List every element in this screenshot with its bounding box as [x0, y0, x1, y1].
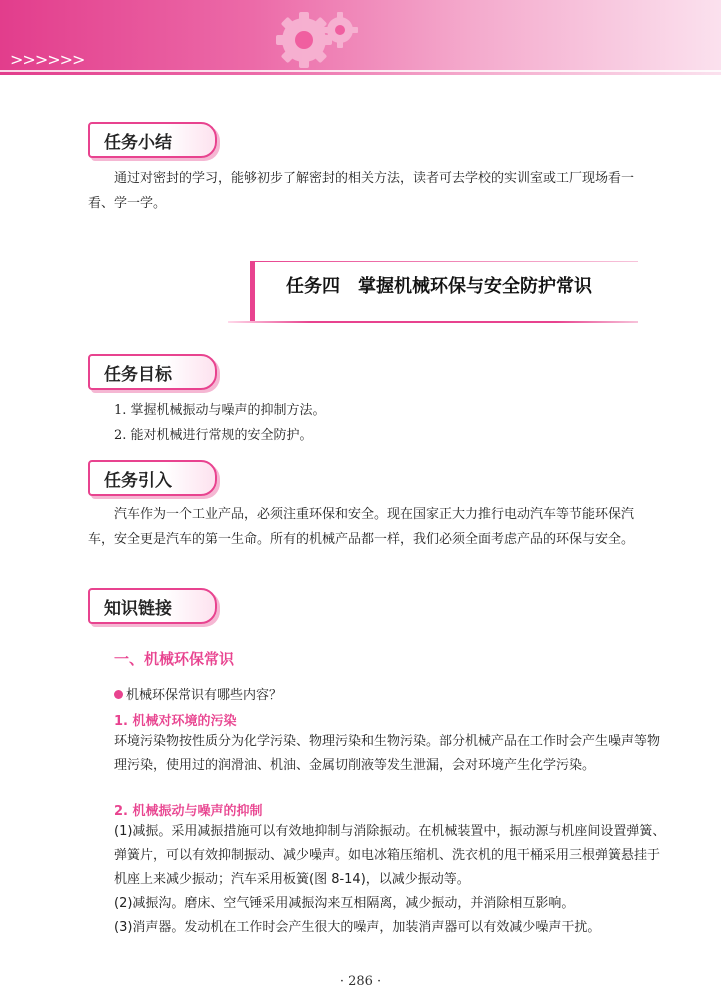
objective-item: 1. 掌握机械振动与噪声的抑制方法。: [114, 403, 326, 418]
task-title-box: [228, 255, 638, 325]
intro-badge: [88, 460, 217, 496]
knowledge-badge-label: 知识链接: [104, 599, 172, 619]
task-title-bottom-rule: [228, 321, 638, 323]
question-text: 机械环保常识有哪些内容？: [126, 688, 283, 703]
chevrons-icon: >>>>>>: [10, 50, 85, 69]
summary-badge: [88, 122, 217, 158]
task-title: 任务四 掌握机械环保与安全防护常识: [286, 276, 592, 297]
task-title-top-rule: [250, 261, 638, 262]
vibration-paragraph-1: (1)减振。采用减振措施可以有效地抑制与消除振动。在机械装置中，振动源与机座间设置弹簧、弹簧片，可以有效抑制振动、减少噪声。如电冰箱压缩机、洗衣机的甩干桶采用三根弹簧悬挂于机座上来减少振动；汽车采用板簧(图 8-14)，以减少振动等。: [114, 824, 666, 887]
sub-heading-pollution: 1. 机械对环境的污染: [114, 714, 237, 729]
knowledge-badge: [88, 588, 217, 624]
intro-badge-label: 任务引入: [104, 471, 172, 491]
summary-text: 通过对密封的学习，能够初步了解密封的相关方法，读者可去学校的实训室或工厂现场看一看、学一学。: [88, 171, 635, 211]
gears-icon: [262, 8, 372, 70]
summary-badge-label: 任务小结: [104, 133, 172, 153]
question-line: [114, 684, 282, 703]
bullet-dot-icon: [114, 690, 123, 699]
page-number: · 286 ·: [339, 974, 382, 989]
header-divider: [0, 70, 721, 72]
task-title-accent-bar: [250, 261, 255, 323]
objective-item: 2. 能对机械进行常规的安全防护。: [114, 428, 313, 443]
section-heading: 一、机械环保常识: [114, 650, 235, 668]
page-header-band: [0, 0, 721, 75]
intro-text: 汽车作为一个工业产品，必须注重环保和安全。现在国家正大力推行电动汽车等节能环保汽车，安全更是汽车的第一生命。所有的机械产品都一样，我们必须全面考虑产品的环保与安全。: [88, 507, 635, 547]
objectives-badge-label: 任务目标: [104, 365, 172, 385]
objectives-badge: [88, 354, 217, 390]
sub-heading-vibration: 2. 机械振动与噪声的抑制: [114, 804, 263, 819]
vibration-paragraph-2: (2)减振沟。磨床、空气锤采用减振沟来互相隔离，减少振动，并消除相互影响。: [114, 896, 575, 911]
vibration-paragraph-3: (3)消声器。发动机在工作时会产生很大的噪声，加装消声器可以有效减少噪声干扰。: [114, 920, 601, 935]
pollution-text: 环境污染物按性质分为化学污染、物理污染和生物污染。部分机械产品在工作时会产生噪声等物理污染，使用过的润滑油、机油、金属切削液等发生泄漏，会对环境产生化学污染。: [114, 734, 661, 773]
